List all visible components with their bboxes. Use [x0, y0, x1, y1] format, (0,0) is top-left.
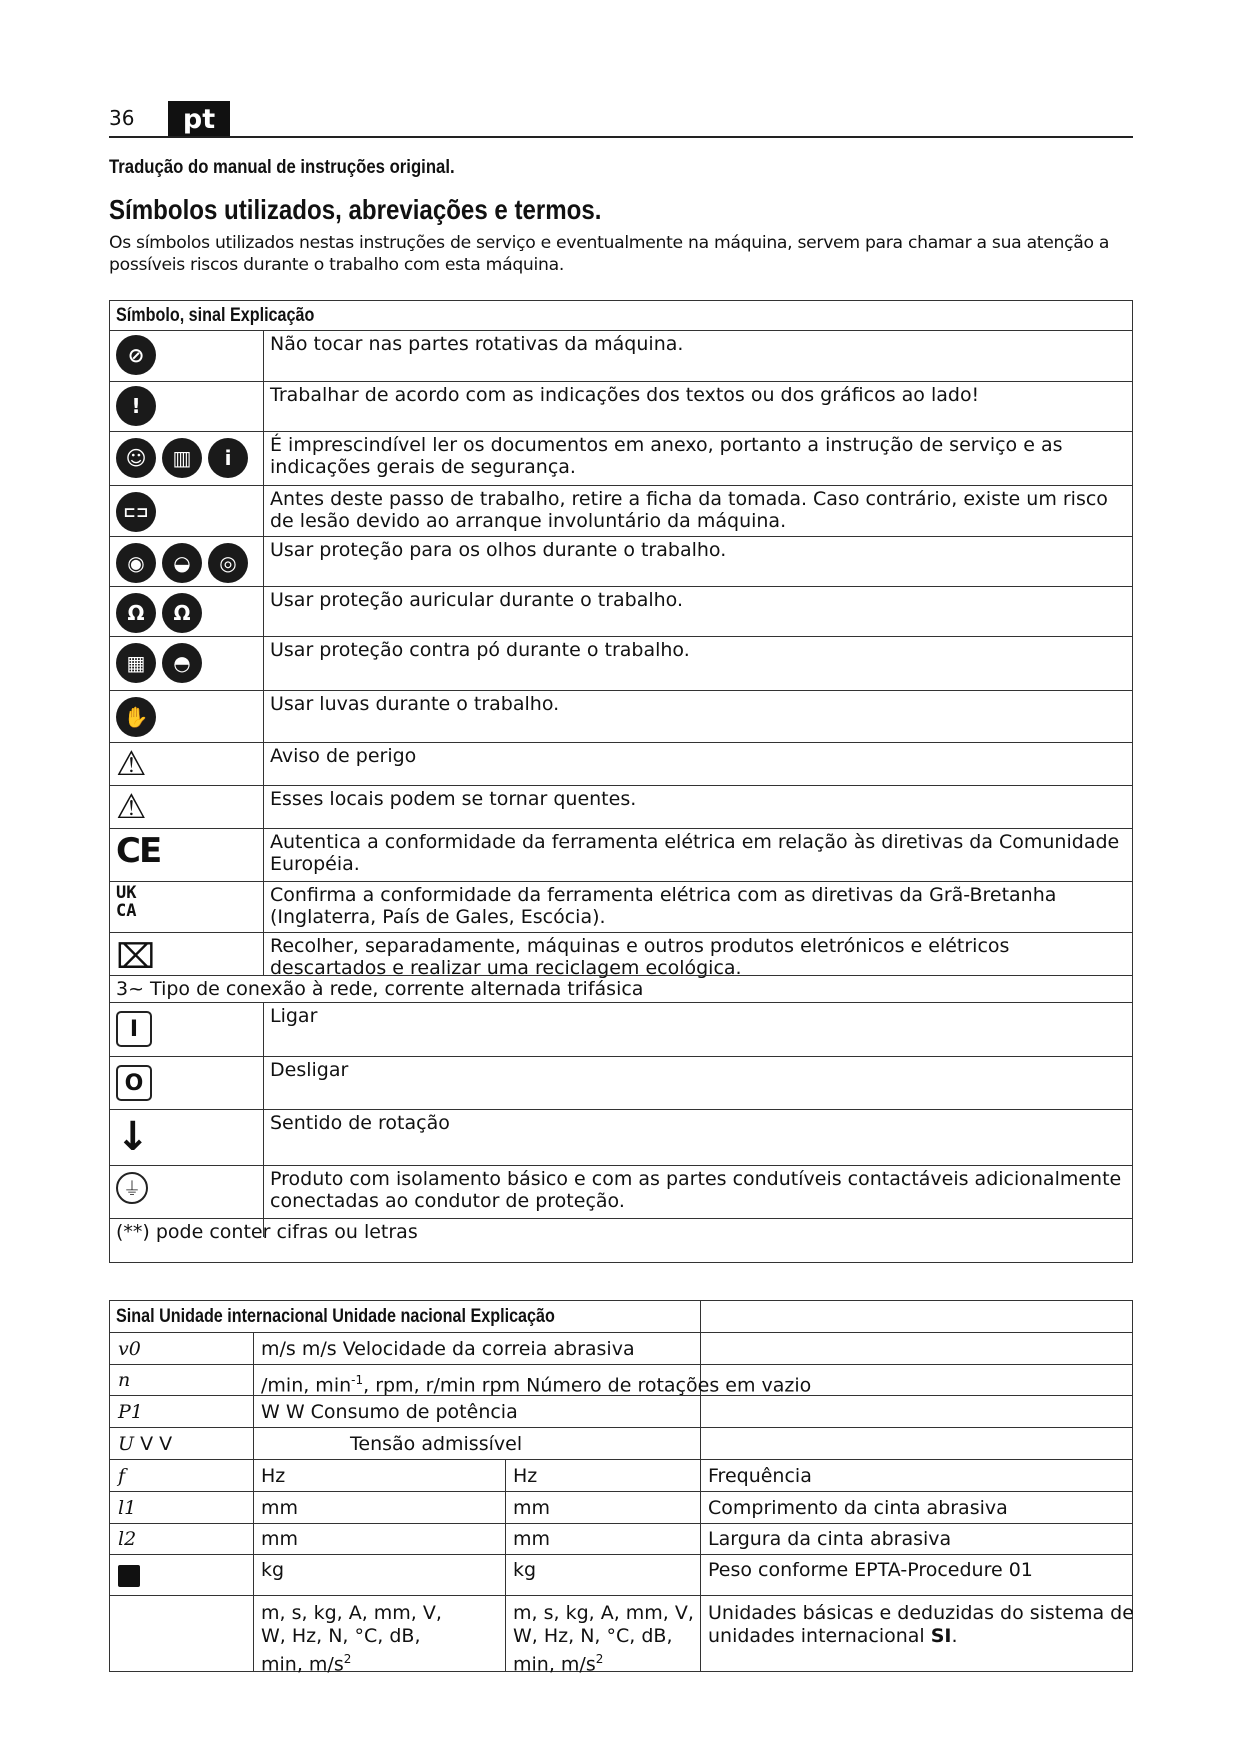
section-title: Símbolos utilizados, abreviações e termos. — [109, 194, 602, 225]
table-row: v0 m/s m/s Velocidade da correia abrasiva — [110, 1332, 1132, 1364]
ear-protection-icon: Ω — [116, 593, 156, 633]
page-number: 36 — [109, 106, 135, 130]
weee-bin-icon: ⌧ — [116, 937, 156, 977]
table-row: ↓ Sentido de rotação — [110, 1109, 1132, 1165]
eye-protection-icon: ◉ — [116, 543, 156, 583]
table-row: UK CA Confirma a conformidade da ferramenta elétrica com as diretivas da Grã-Bretanha (Inglaterra, País de Gales, Escócia). — [110, 881, 1132, 932]
ear-muffs-icon: Ω — [162, 593, 202, 633]
table-row: ⊘ Não tocar nas partes rotativas da máquina. — [110, 330, 1132, 381]
table-row: ⏚ Produto com isolamento básico e com as partes condutíveis contactáveis adicionalmente conectadas ao condutor de proteção. — [110, 1165, 1132, 1218]
intro-paragraph: Os símbolos utilizados nestas instruções de serviço e eventualmente na máquina, servem para chamar a sua atenção a possíveis riscos durante o trabalho com esta máquina. — [109, 233, 1110, 275]
warning-triangle-icon: ⚠ — [116, 744, 147, 784]
rotation-arrow-icon: ↓ — [116, 1114, 150, 1160]
units-table-header: Sinal Unidade internacional Unidade nacional Explicação — [116, 1306, 555, 1327]
read-manual-icon: ☺ — [116, 438, 156, 478]
table-row: ⌧ Recolher, separadamente, máquinas e outros produtos eletrónicos e elétricos descartados e realizar uma reciclagem ecológica. — [110, 932, 1132, 985]
table-row: ⚠ Aviso de perigo — [110, 742, 1132, 785]
table-row: m, s, kg, A, mm, V, W, Hz, N, °C, dB, min, $m/s^2$ m, s, kg, A, mm, V, W, Hz, N, °C, dB, min, $m/s^2$ Unidades básicas e deduzidas do sistema de unidades internacional SI. — [110, 1595, 1132, 1672]
table-row: f Hz Hz Frequência — [110, 1459, 1132, 1491]
off-switch-icon: O — [116, 1065, 152, 1101]
respirator-icon: ◓ — [162, 643, 202, 683]
table-row: ⊏⊐ Antes deste passo de trabalho, retire a ficha da tomada. Caso contrário, existe um risco de lesão devido ao arranque involuntário da máquina. — [110, 485, 1132, 536]
weight-icon — [118, 1565, 140, 1587]
table-row: CE Autentica a conformidade da ferramenta elétrica em relação às diretivas da Comunidade Européia. — [110, 828, 1132, 881]
table-row: O Desligar — [110, 1056, 1132, 1109]
header-rule — [109, 136, 1133, 138]
table-row: ☺ ▥ i É imprescindível ler os documentos em anexo, portanto a instrução de serviço e as indicações gerais de segurança. — [110, 431, 1132, 485]
ukca-mark-icon: UK CA — [116, 883, 137, 921]
table-row: ✋ Usar luvas durante o trabalho. — [110, 690, 1132, 742]
face-shield-icon: ◒ — [162, 543, 202, 583]
table-row: P1 W W Consumo de potência — [110, 1395, 1132, 1427]
table-row: l1 mm mm Comprimento da cinta abrasiva — [110, 1491, 1132, 1523]
table-row: Ω Ω Usar proteção auricular durante o trabalho. — [110, 586, 1132, 636]
exclamation-icon: ! — [116, 386, 156, 426]
manual-info-icon: i — [208, 438, 248, 478]
table-row: l2 mm mm Largura da cinta abrasiva — [110, 1523, 1132, 1554]
table-row: 3~ Tipo de conexão à rede, corrente alternada trifásica — [110, 975, 1132, 1002]
no-touch-rotating-icon: ⊘ — [116, 335, 156, 375]
on-switch-icon: I — [116, 1011, 152, 1047]
table-row: kg kg Peso conforme EPTA-Procedure 01 — [110, 1554, 1132, 1595]
table-row: n /min, $\min^{-1}$, rpm, r/min rpm Número de rotações em vazio — [110, 1364, 1132, 1395]
table-row: U V V Tensão admissível — [110, 1427, 1132, 1459]
units-table — [109, 1300, 1134, 1676]
goggles-icon: ◎ — [208, 543, 248, 583]
unplug-icon: ⊏⊐ — [116, 492, 156, 532]
table-row: ▦ ◓ Usar proteção contra pó durante o trabalho. — [110, 636, 1132, 690]
ce-mark-icon: CE — [116, 831, 161, 871]
table-row: I Ligar — [110, 1002, 1132, 1056]
table-row: ◉ ◒ ◎ Usar proteção para os olhos durante o trabalho. — [110, 536, 1132, 586]
language-badge: pt — [168, 101, 230, 136]
table-row: ! Trabalhar de acordo com as indicações dos textos ou dos gráficos ao lado! — [110, 381, 1132, 431]
symbols-table-header: Símbolo, sinal Explicação — [116, 305, 315, 326]
protective-earth-icon: ⏚ — [116, 1172, 148, 1204]
book-icon: ▥ — [162, 438, 202, 478]
gloves-icon: ✋ — [116, 697, 156, 737]
symbols-table — [109, 300, 1133, 1263]
dust-mask-icon: ▦ — [116, 643, 156, 683]
table-row: (**) pode conter cifras ou letras — [110, 1218, 1132, 1244]
hot-surface-icon: ⚠ — [116, 787, 147, 827]
document-subtitle: Tradução do manual de instruções original. — [109, 157, 455, 178]
table-row: ⚠ Esses locais podem se tornar quentes. — [110, 785, 1132, 828]
